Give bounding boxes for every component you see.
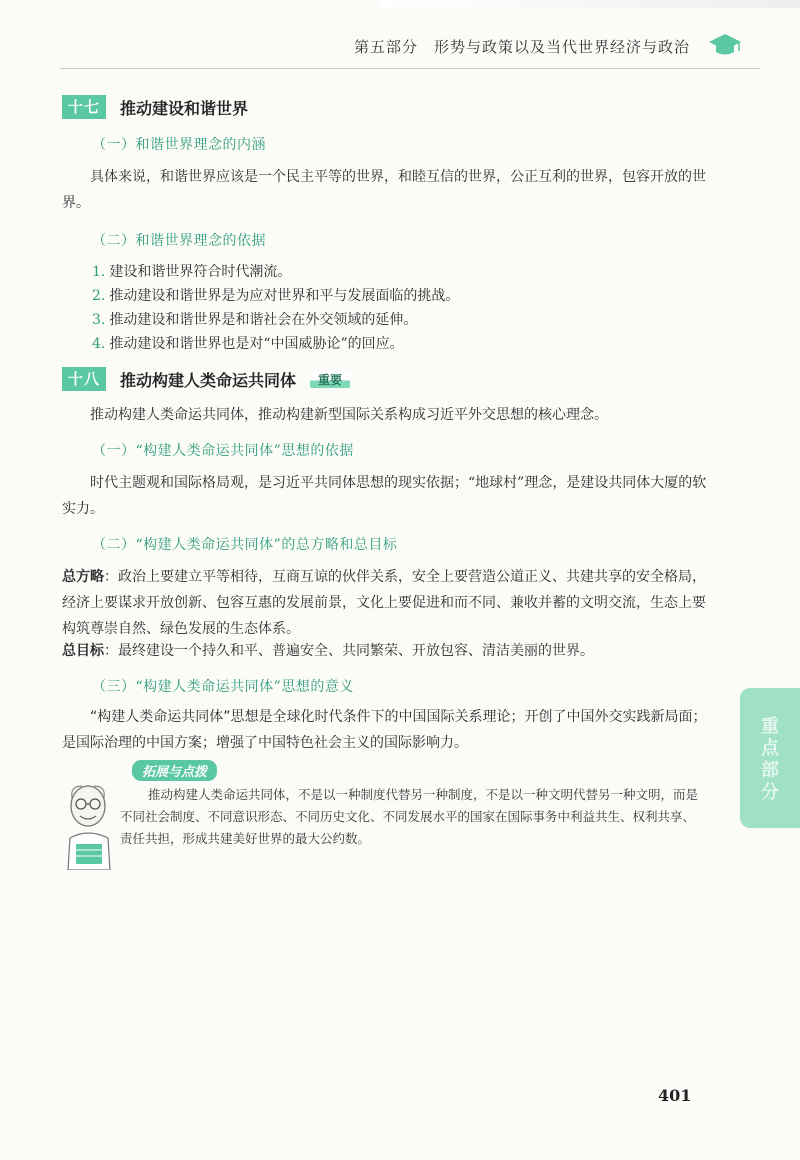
tip-label: 拓展与点拨 <box>132 760 217 781</box>
list-item <box>92 309 417 331</box>
paragraph-18-3: “构建人类命运共同体”思想是全球化时代条件下的中国国际关系理论；开创了中国外交实践新局面；是国际治理的中国方案；增强了中国特色社会主义的国际影响力。 <box>62 709 707 751</box>
list-text: 推动建设和谐世界是为应对世界和平与发展面临的挑战。 <box>109 288 460 304</box>
section-number: 十七 <box>62 95 106 119</box>
tip-text: 推动构建人类命运共同体，不是以一种制度代替另一种制度，不是以一种文明代替另一种文明，而是不同社会制度、不同意识形态、不同历史文化、不同发展水平的国家在国际事务中利益共生、权利共享、责任共担，形成共建美好世界的最大公约数。 <box>120 787 699 846</box>
subheading-17-1: （一）和谐世界理念的内涵 <box>92 137 266 153</box>
subheading-18-1: （一）“构建人类命运共同体”思想的依据 <box>92 443 354 459</box>
section-17-heading <box>62 94 248 120</box>
important-badge: 重要 <box>310 371 350 388</box>
subheading-17-2: （二）和谐世界理念的依据 <box>92 233 266 249</box>
side-tab <box>740 688 800 828</box>
subheading-18-3: （三）“构建人类命运共同体”思想的意义 <box>92 679 354 695</box>
strategy-text: ：政治上要建立平等相待，互商互谅的伙伴关系，安全上要营造公道正义、共建共享的安全格局，经济上要谋求开放创新、包容互惠的发展前景，文化上要促进和而不同、兼收并蓄的文明交流，生态上要构筑尊崇自然、绿色发展的生态体系。 <box>62 569 706 637</box>
list-text: 建设和谐世界符合时代潮流。 <box>109 264 292 280</box>
paragraph-18-1: 时代主题观和国际格局观，是习近平共同体思想的现实依据；“地球村”理念，是建设共同体大厦的软实力。 <box>62 475 707 517</box>
graduation-cap-icon <box>708 32 742 58</box>
section-18-heading <box>62 366 350 392</box>
list-number: 4. <box>92 336 106 352</box>
section-title: 推动建设和谐世界 <box>120 98 249 118</box>
side-tab-label: 重点部分 <box>761 716 779 803</box>
section-title: 推动构建人类命运共同体 <box>120 370 297 390</box>
list-text: 推动建设和谐世界是和谐社会在外交领域的延伸。 <box>109 312 418 328</box>
subheading-18-2: （二）“构建人类命运共同体”的总方略和总目标 <box>92 537 398 553</box>
paragraph-strategy <box>62 564 714 642</box>
paragraph-17-1: 具体来说，和谐世界应该是一个民主平等的世界，和睦互信的世界，公正互利的世界，包容开放的世界。 <box>62 169 706 211</box>
list-number: 2. <box>92 288 106 304</box>
list-item <box>92 333 404 355</box>
list-number: 1. <box>92 264 106 280</box>
list-item <box>92 285 459 307</box>
goal-label: 总目标 <box>62 643 104 659</box>
strategy-label: 总方略 <box>62 569 104 585</box>
page-number: 401 <box>658 1086 692 1105</box>
top-edge-strip <box>380 0 800 8</box>
list-number: 3. <box>92 312 106 328</box>
tip-box <box>62 760 702 870</box>
paragraph-goal <box>62 638 714 664</box>
goal-text: ：最终建设一个持久和平、普遍安全、共同繁荣、开放包容、清洁美丽的世界。 <box>104 643 594 659</box>
header-rule <box>60 68 760 69</box>
section-number: 十八 <box>62 367 106 391</box>
running-header <box>0 28 800 64</box>
list-text: 推动建设和谐世界也是对“中国威胁论”的回应。 <box>109 336 404 352</box>
list-item <box>92 261 291 283</box>
paragraph-18-intro: 推动构建人类命运共同体，推动构建新型国际关系构成习近平外交思想的核心理念。 <box>90 407 608 423</box>
header-title: 第五部分 形势与政策以及当代世界经济与政治 <box>353 38 690 56</box>
teacher-illustration-icon <box>62 782 122 870</box>
